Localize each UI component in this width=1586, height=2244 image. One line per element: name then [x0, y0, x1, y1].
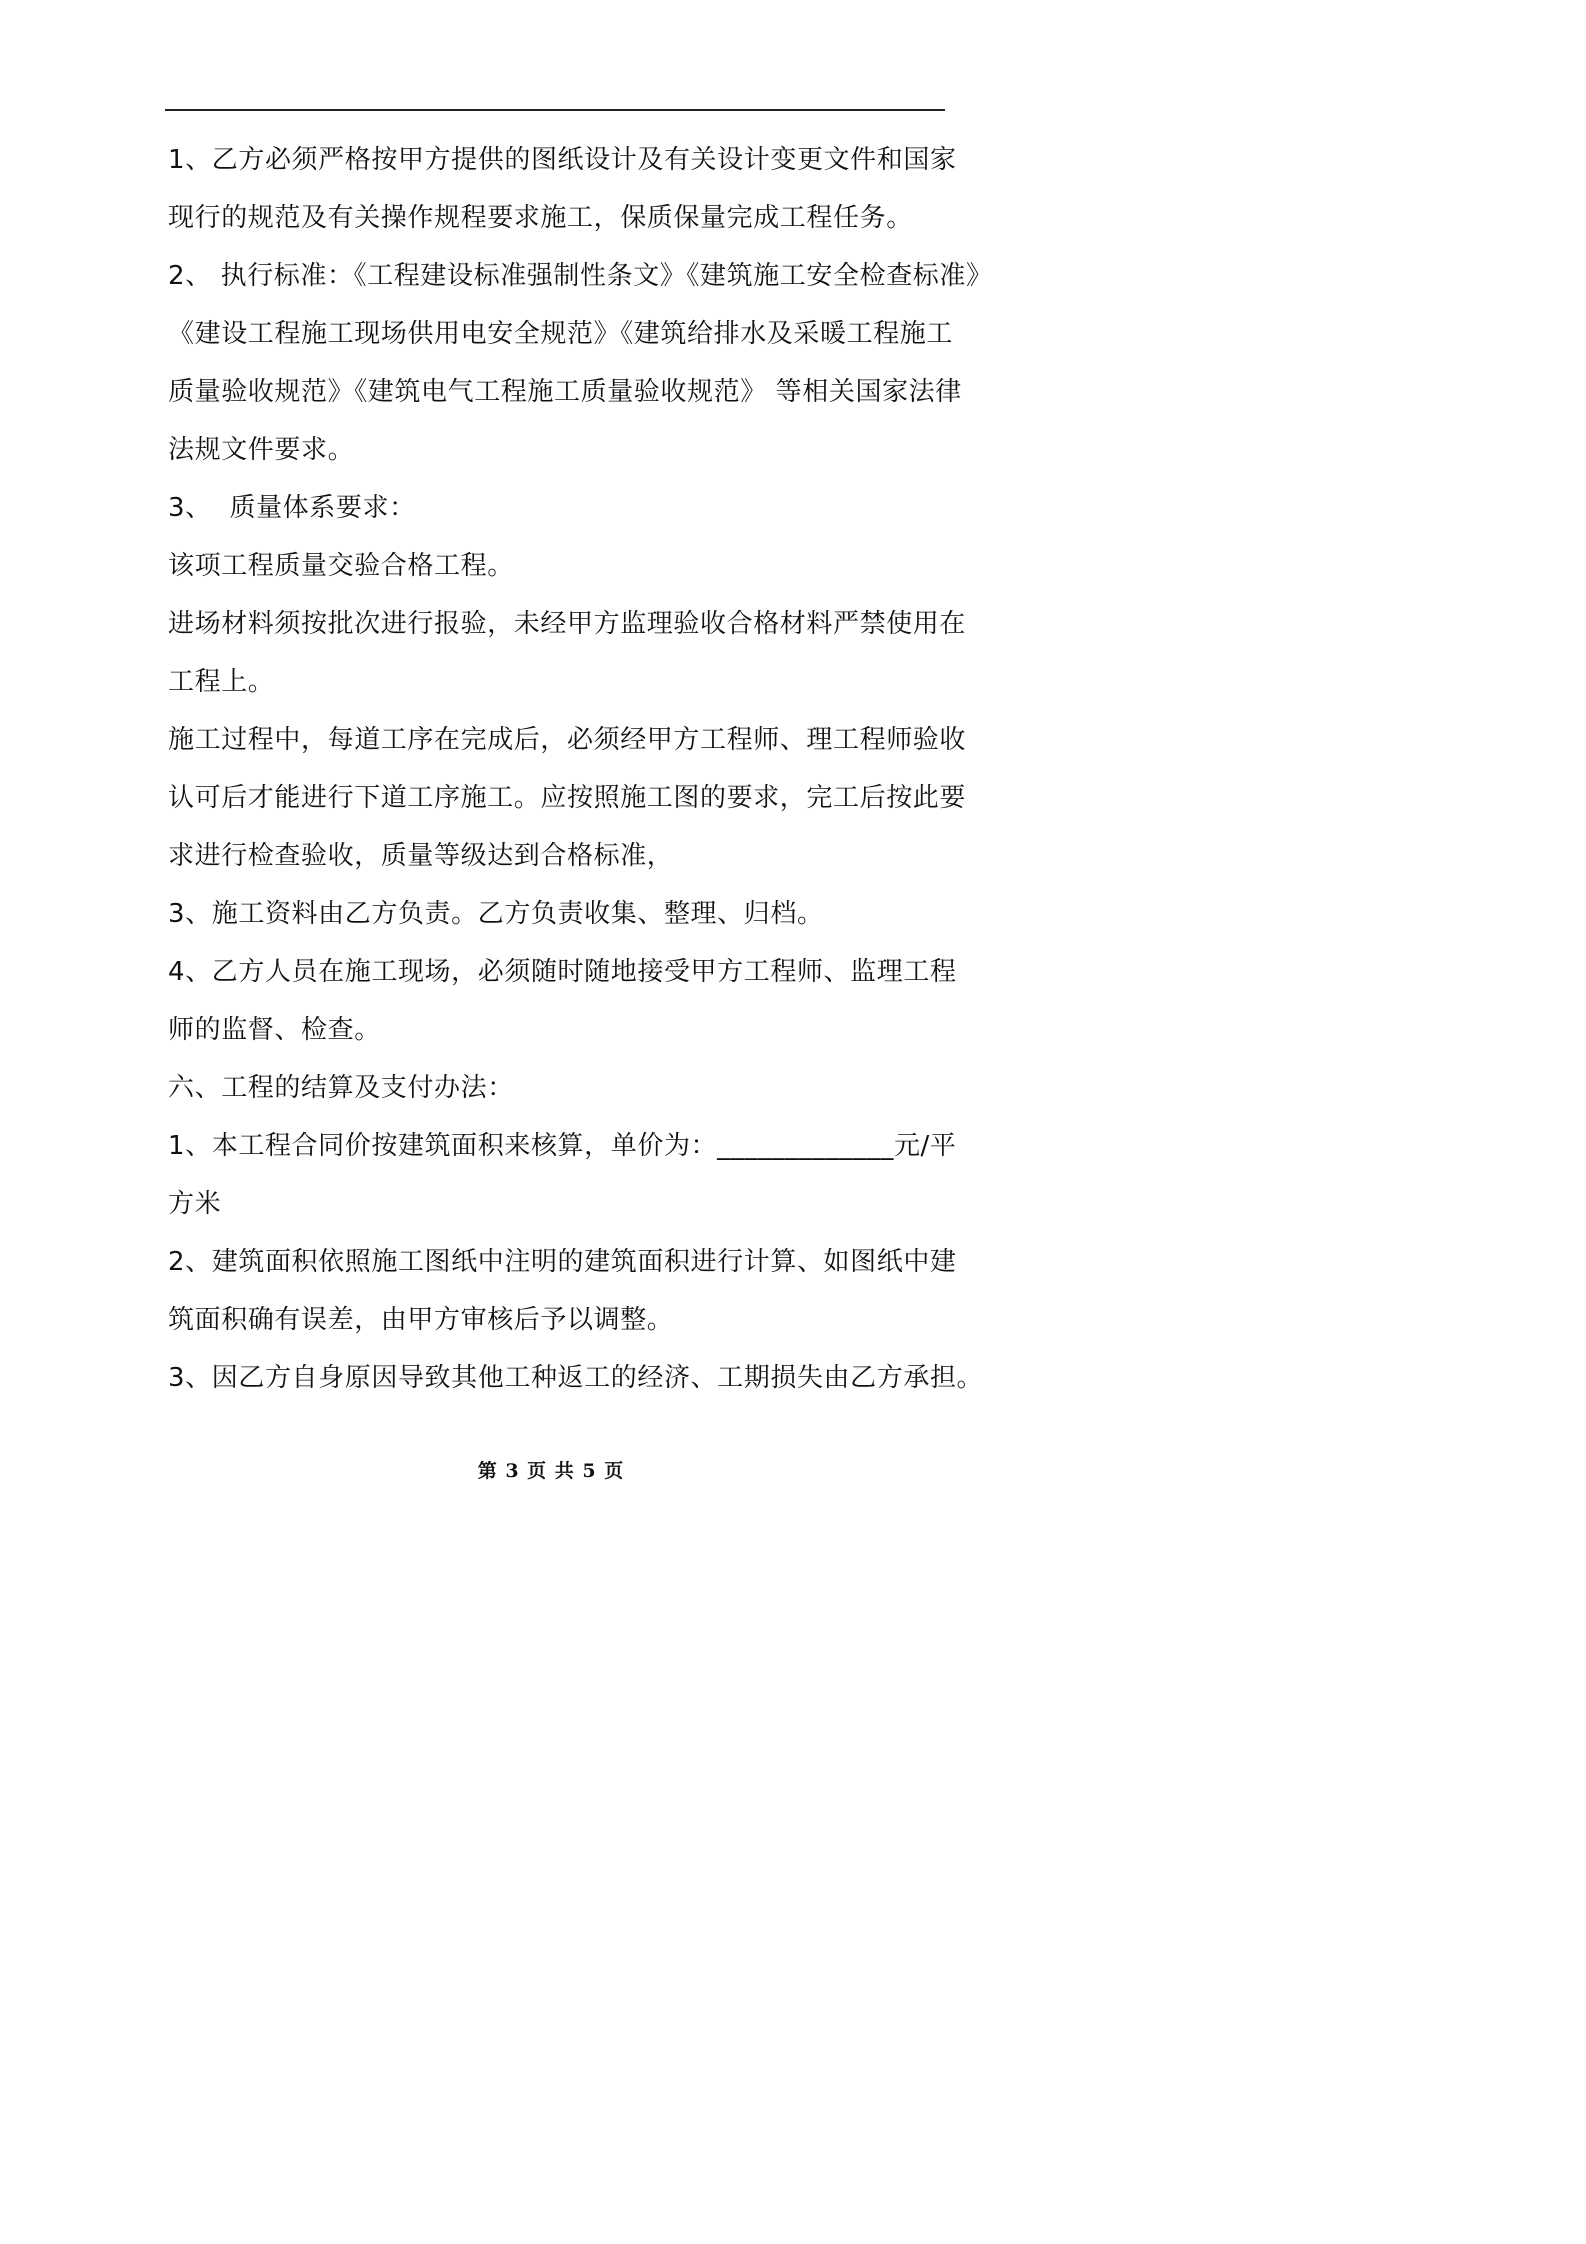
- text-line: 2、建筑面积依照施工图纸中注明的建筑面积进行计算、如图纸中建: [168, 1247, 957, 1277]
- text-line: 法规文件要求。: [168, 435, 355, 465]
- text-line: 师的监督、检查。: [168, 1015, 381, 1045]
- text-line: 工程上。: [168, 667, 275, 697]
- text-line: 求进行检查验收，质量等级达到合格标准，: [168, 841, 674, 871]
- text-line: 筑面积确有误差，由甲方审核后予以调整。: [168, 1305, 674, 1335]
- text-line: 3、因乙方自身原因导致其他工种返工的经济、工期损失由乙方承担。: [168, 1363, 984, 1393]
- text-line: 3、 质量体系要求：: [168, 493, 416, 523]
- text-line: 质量验收规范》《建筑电气工程施工质量验收规范》 等相关国家法律: [168, 377, 962, 407]
- text-line: 进场材料须按批次进行报验，未经甲方监理验收合格材料严禁使用在: [168, 609, 967, 639]
- document-body: [168, 131, 993, 1407]
- text-line: 该项工程质量交验合格工程。: [168, 551, 514, 581]
- text-line: 1、乙方必须严格按甲方提供的图纸设计及有关设计变更文件和国家: [168, 145, 957, 175]
- header-rule: [165, 109, 945, 111]
- text-line: 1、本工程合同价按建筑面积来核算，单价为：_____________元/平: [168, 1131, 957, 1161]
- text-line: 认可后才能进行下道工序施工。应按照施工图的要求，完工后按此要: [168, 783, 967, 813]
- text-line: 方米: [168, 1189, 222, 1219]
- page-number: 第 3 页 共 5 页: [477, 1460, 625, 1482]
- text-line: 2、 执行标准：《工程建设标准强制性条文》《建筑施工安全检查标准》: [168, 261, 993, 291]
- text-line: 现行的规范及有关操作规程要求施工，保质保量完成工程任务。: [168, 203, 913, 233]
- text-line: 3、施工资料由乙方负责。乙方负责收集、整理、归档。: [168, 899, 824, 929]
- text-line: 施工过程中，每道工序在完成后，必须经甲方工程师、理工程师验收: [168, 725, 967, 755]
- text-line: 《建设工程施工现场供用电安全规范》《建筑给排水及采暖工程施工: [168, 319, 954, 349]
- text-line: 4、乙方人员在施工现场，必须随时随地接受甲方工程师、监理工程: [168, 957, 957, 987]
- text-line: 六、工程的结算及支付办法：: [168, 1073, 514, 1103]
